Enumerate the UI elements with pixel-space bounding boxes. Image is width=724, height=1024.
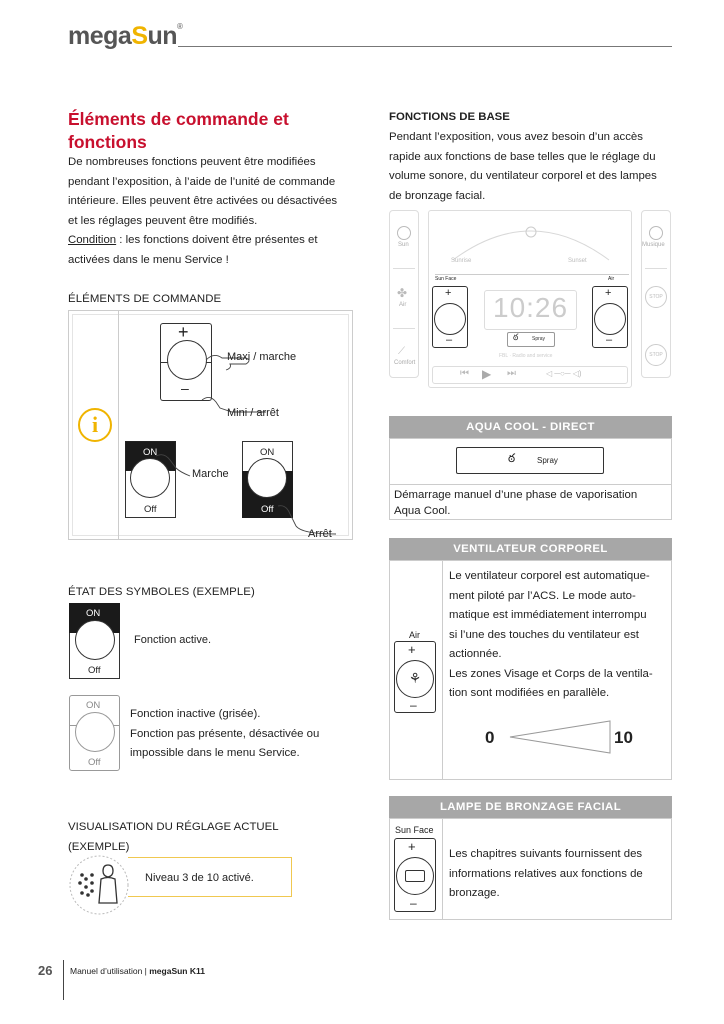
intro-line: pendant l’exposition, à l’aide de l’unité de commande bbox=[68, 175, 336, 188]
music-icon[interactable] bbox=[649, 226, 663, 240]
lamp-text bbox=[449, 845, 667, 904]
vent-line: si l’une des touches du ventilateur est bbox=[449, 628, 639, 641]
panel-divider bbox=[645, 268, 667, 269]
vent-header: VENTILATEUR CORPOREL bbox=[389, 538, 672, 560]
active-off-label: Off bbox=[88, 665, 101, 676]
intro-line: De nombreuses fonctions peuvent être modifiées bbox=[68, 156, 316, 168]
active-label: Fonction active. bbox=[134, 634, 212, 646]
panel-air-knob bbox=[594, 303, 626, 335]
panel-sunface-label: Sun Face bbox=[435, 276, 457, 282]
symbols-heading: ÉTAT DES SYMBOLES (EXEMPLE) bbox=[68, 586, 255, 598]
arret-knob bbox=[247, 458, 287, 498]
condition-line-2: activées dans le menu Service ! bbox=[68, 253, 229, 266]
marche-off-label: Off bbox=[144, 504, 157, 515]
vent-line: actionnée. bbox=[449, 648, 502, 660]
intro-text bbox=[68, 153, 354, 270]
panel-air-minus: – bbox=[606, 334, 613, 346]
panel-sunface-knob bbox=[434, 303, 466, 335]
sun-face-icon bbox=[405, 870, 425, 882]
lamp-header: LAMPE DE BRONZAGE FACIAL bbox=[389, 796, 672, 818]
sun-icon[interactable] bbox=[397, 226, 411, 240]
panel-air-top-label: Air bbox=[608, 276, 615, 282]
panel-spray-label: Spray bbox=[532, 336, 546, 342]
footer-divider bbox=[63, 960, 64, 1000]
controls-box-divider bbox=[118, 310, 119, 540]
vent-minus: – bbox=[410, 698, 417, 712]
lamp-divider bbox=[442, 818, 443, 920]
header-divider bbox=[178, 46, 672, 47]
panel-status-text: FBL · Radio and service bbox=[499, 353, 553, 359]
lamp-line: Les chapitres suivants fournissent des bbox=[449, 848, 643, 860]
arret-label: Arrêt bbox=[308, 528, 332, 540]
spray-icon: ఠ bbox=[508, 451, 516, 465]
panel-air-label: Air bbox=[399, 302, 407, 308]
page-number: 26 bbox=[38, 963, 53, 978]
footer-manual: Manuel d’utilisation | bbox=[70, 966, 150, 976]
controls-heading: ÉLÉMENTS DE COMMANDE bbox=[68, 293, 222, 305]
stop-button[interactable] bbox=[645, 286, 667, 308]
mini-label: Mini / arrêt bbox=[227, 407, 279, 419]
inactive-line: Fonction pas présente, désactivée ou bbox=[130, 727, 320, 740]
spray-button[interactable] bbox=[456, 447, 604, 474]
footer-product: megaSun K11 bbox=[149, 966, 205, 976]
display-heading-line: (EXEMPLE) bbox=[68, 840, 130, 853]
panel-air-plus: + bbox=[605, 287, 612, 299]
marche-on-label: ON bbox=[143, 447, 158, 458]
inactive-text bbox=[130, 705, 353, 764]
inactive-line: impossible dans le menu Service. bbox=[130, 747, 300, 759]
lamp-minus: – bbox=[410, 896, 417, 910]
inactive-on-label: ON bbox=[86, 700, 101, 711]
spray-label: Spray bbox=[537, 456, 558, 465]
base-line: rapide aux fonctions de base telles que le réglage du bbox=[389, 150, 656, 163]
panel-sunface-minus: – bbox=[446, 334, 453, 346]
body-fan-icon: ⚘ bbox=[408, 670, 422, 686]
plus-symbol: + bbox=[178, 322, 189, 342]
spray-icon: ఠ bbox=[513, 332, 519, 342]
play-icon[interactable]: ▶ bbox=[482, 367, 492, 381]
comfort-icon[interactable]: ⟋ bbox=[398, 346, 405, 357]
condition-line bbox=[68, 231, 354, 251]
maxi-label: Maxi / marche bbox=[227, 351, 297, 363]
base-functions-heading: FONCTIONS DE BASE bbox=[389, 111, 510, 123]
lamp-line: bronzage. bbox=[449, 887, 500, 899]
base-functions-text bbox=[389, 128, 672, 206]
base-line: Pendant l’exposition, vous avez besoin d’un accès bbox=[389, 131, 643, 143]
display-heading bbox=[68, 818, 279, 857]
base-line: de bronzage facial. bbox=[389, 189, 486, 202]
logo-suffix: un bbox=[147, 22, 178, 50]
arret-on-label: ON bbox=[260, 447, 275, 458]
stop-label: STOP bbox=[649, 294, 663, 300]
inactive-knob bbox=[75, 712, 115, 752]
intro-line: et les réglages peuvent être modifiés. bbox=[68, 214, 258, 227]
sun-arc bbox=[449, 216, 613, 266]
aqua-divider bbox=[389, 484, 672, 485]
stop-button-2[interactable] bbox=[645, 344, 667, 366]
lamp-icon-label: Sun Face bbox=[395, 825, 434, 835]
aqua-text bbox=[394, 487, 667, 519]
aqua-line: Démarrage manuel d’une phase de vaporisation bbox=[394, 489, 638, 501]
panel-sunset-label: Sunset bbox=[568, 258, 587, 264]
page-title: Éléments de commande et fonctions bbox=[68, 109, 289, 152]
intro-line: intérieure. Elles peuvent être activées ou désactivées bbox=[68, 195, 338, 207]
panel-sun-label: Sun bbox=[398, 242, 409, 248]
vent-plus: + bbox=[408, 642, 416, 657]
scale-max: 10 bbox=[614, 728, 633, 747]
arret-off-label: Off bbox=[261, 504, 274, 515]
panel-divider bbox=[393, 328, 415, 329]
footer-text bbox=[70, 966, 205, 976]
volume-slider-icon[interactable]: ◁ ─○─ ◁) bbox=[546, 369, 582, 378]
logo-mark: ® bbox=[177, 22, 183, 31]
panel-comfort-label: Comfort bbox=[394, 360, 416, 366]
panel-sunface-plus: + bbox=[445, 287, 452, 299]
inactive-off-label: Off bbox=[88, 757, 101, 768]
active-on-label: ON bbox=[86, 608, 101, 619]
aqua-header: AQUA COOL - DIRECT bbox=[389, 416, 672, 438]
vent-icon-label: Air bbox=[409, 630, 420, 640]
panel-line bbox=[435, 274, 629, 275]
level-wedge bbox=[508, 719, 612, 755]
prev-icon[interactable]: ⏮ bbox=[460, 368, 469, 379]
panel-clock: 10:26 bbox=[493, 292, 569, 323]
display-heading-line: VISUALISATION DU RÉGLAGE ACTUEL bbox=[68, 821, 279, 833]
vent-divider bbox=[442, 560, 443, 780]
scale-min: 0 bbox=[485, 728, 495, 747]
vent-text bbox=[449, 567, 667, 704]
info-icon: i bbox=[78, 408, 112, 442]
stop-label: STOP bbox=[649, 352, 663, 358]
level-display-icon bbox=[68, 853, 130, 917]
logo bbox=[68, 22, 182, 51]
panel-divider bbox=[393, 268, 415, 269]
lamp-plus: + bbox=[408, 839, 416, 854]
display-label: Niveau 3 de 10 activé. bbox=[145, 872, 254, 884]
panel-musique-label: Musique bbox=[642, 242, 665, 248]
marche-label: Marche bbox=[192, 468, 229, 480]
control-panel-illustration bbox=[389, 208, 672, 388]
logo-prefix: mega bbox=[68, 22, 132, 50]
condition-text: : les fonctions doivent être présentes et bbox=[116, 234, 318, 246]
inactive-line: Fonction inactive (grisée). bbox=[130, 708, 261, 720]
aqua-line: Aqua Cool. bbox=[394, 505, 451, 517]
condition-label: Condition bbox=[68, 234, 117, 246]
fan-icon[interactable]: ✤ bbox=[397, 286, 408, 300]
vent-line: matique est immédiatement interrompu bbox=[449, 609, 647, 621]
panel-sunrise-label: Sunrise bbox=[451, 258, 472, 264]
vent-line: Le ventilateur corporel est automatique- bbox=[449, 570, 650, 582]
base-line: volume sonore, du ventilateur corporel et des lampes bbox=[389, 170, 657, 182]
vent-line: tion sont modifiées en parallèle. bbox=[449, 687, 610, 699]
logo-s: S bbox=[131, 22, 148, 50]
active-knob bbox=[75, 620, 115, 660]
lamp-line: informations relatives aux fonctions de bbox=[449, 867, 643, 880]
vent-line: ment piloté par l’ACS. Le mode auto- bbox=[449, 589, 636, 602]
next-icon[interactable]: ⏭ bbox=[507, 368, 516, 379]
vent-line: Les zones Visage et Corps de la ventila- bbox=[449, 667, 653, 680]
minus-symbol: – bbox=[181, 380, 189, 396]
